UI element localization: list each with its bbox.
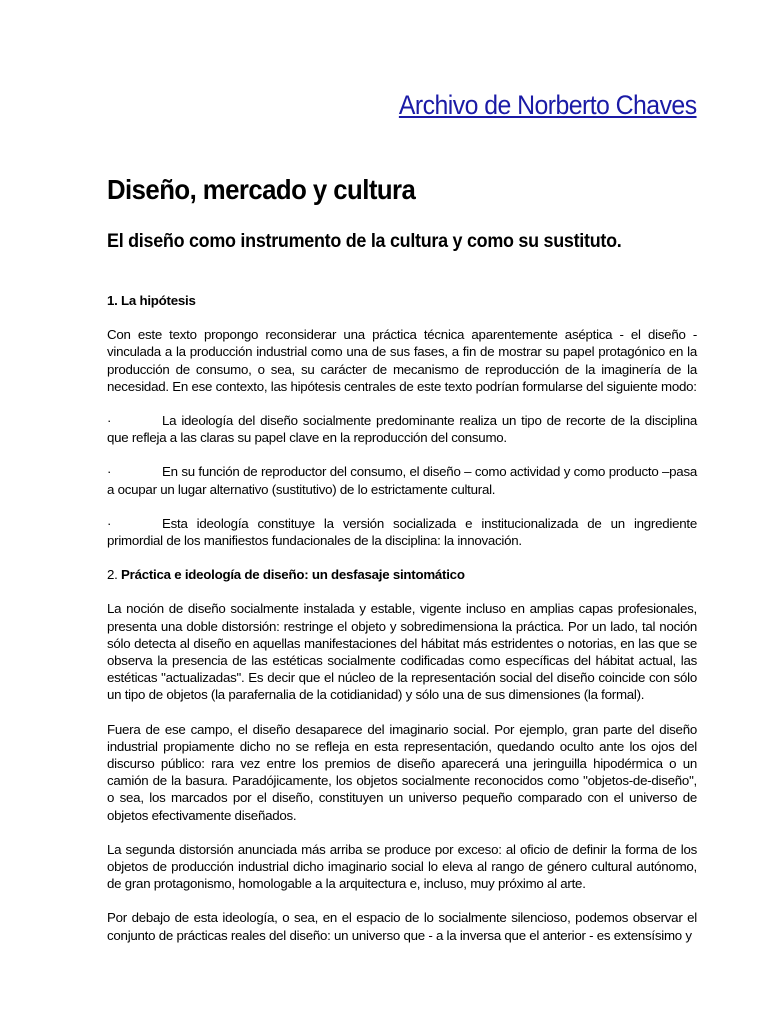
bullet-mark: · bbox=[107, 464, 112, 480]
article-body bbox=[107, 292, 697, 961]
bullet-mark: · bbox=[107, 413, 112, 429]
bullet-item bbox=[107, 412, 697, 446]
article-subtitle: El diseño como instrumento de la cultura y como su sustituto. bbox=[107, 230, 622, 252]
section-2-number: 2. bbox=[107, 567, 122, 583]
archive-link[interactable]: Archivo de Norberto Chaves bbox=[399, 90, 697, 120]
bullet-item bbox=[107, 515, 697, 549]
section-1-intro: Con este texto propongo reconsiderar una práctica técnica aparentemente aséptica - el diseño -vinculada a la producción industrial como una de sus fases, a fin de mostrar su papel protagónico en la producción de consumo, o sea, su carácter de mecanismo de reproducción de la imaginería de la necesidad. En ese contexto, las hipótesis centrales de este texto podrían formularse del siguiente modo: bbox=[107, 327, 697, 394]
bullet-text: En su función de reproductor del consumo, el diseño – como actividad y como producto –pasa a ocupar un lugar alternativo (sustitutivo) de lo estrictamente cultural. bbox=[107, 464, 697, 497]
bullet-item bbox=[107, 463, 697, 497]
article-title: Diseño, mercado y cultura bbox=[107, 174, 416, 205]
paragraph: La segunda distorsión anunciada más arriba se produce por exceso: al oficio de definir la forma de los objetos de producción industrial dicho imaginario social lo eleva al rango de género cultural autónomo, de gran protagonismo, homologable a la arquitectura e, incluso, muy próximo al arte. bbox=[107, 841, 697, 892]
section-2-heading-text: Práctica e ideología de diseño: un desfasaje sintomático bbox=[121, 567, 465, 583]
bullet-mark: · bbox=[107, 515, 112, 531]
section-1-heading-text: 1. La hipótesis bbox=[107, 293, 196, 308]
bullet-text: La ideología del diseño socialmente predominante realiza un tipo de recorte de la disciplina que refleja a las claras su papel clave en la reproducción del consumo. bbox=[107, 413, 697, 446]
paragraph: Fuera de ese campo, el diseño desaparece del imaginario social. Por ejemplo, gran parte del diseño industrial propiamente dicho no se refleja en esta representación, quedando oculto ante los ojos del discurso público: rara vez entre los premios de diseño aparecerá una jeringuilla hipodérmica o un camión de la basura. Paradójicamente, los objetos socialmente reconocidos como "objetos-de-diseño", o sea, los marcados por el diseño, constituyen un universo pequeño comparado con el universo de objetos efectivamente diseñados. bbox=[107, 721, 697, 823]
paragraph: Por debajo de esta ideología, o sea, en el espacio de lo socialmente silencioso, podemos observar el conjunto de prácticas reales del diseño: un universo que - a la inversa que el anterior - es extensísimo y bbox=[107, 910, 697, 943]
section-1-heading bbox=[107, 292, 697, 309]
section-2-heading bbox=[107, 566, 697, 583]
paragraph: La noción de diseño socialmente instalada y estable, vigente incluso en amplias capas profesionales, presenta una doble distorsión: restringe el objeto y sobredimensiona la práctica. Por un lado, tal noción sólo detecta al diseño en aquellas manifestaciones del hábitat más estridentes o notorias, en las que se observa la presencia de las estéticas socialmente codificadas como específicas del hábitat actual, las estéticas "actualizadas". Es decir que el núcleo de la representación social del diseño coincide con sólo un tipo de objetos (la parafernalia de la cotidianidad) y sólo una de sus dimensiones (la formal). bbox=[107, 601, 697, 703]
bullet-text: Esta ideología constituye la versión socializada e institucionalizada de un ingrediente primordial de los manifiestos fundacionales de la disciplina: la innovación. bbox=[107, 515, 697, 549]
